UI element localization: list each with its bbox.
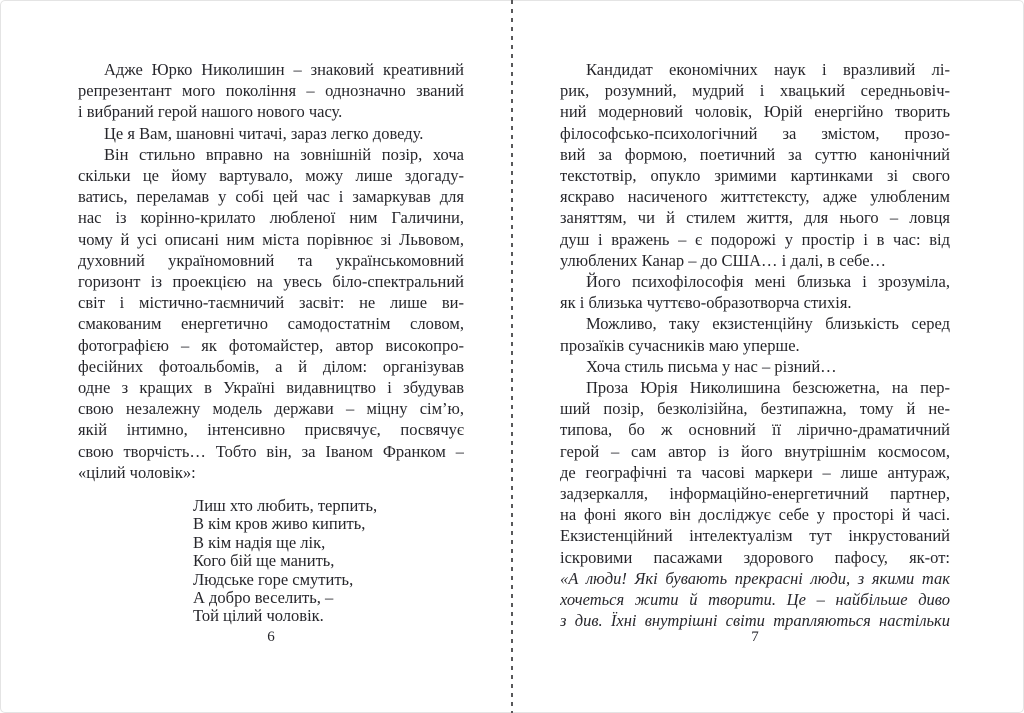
text-line: іскровими пасажами здорового пафосу, як-от: — [560, 547, 950, 567]
right-page-text — [560, 59, 950, 631]
text-line: нас із корінно-крилато любленої ним Галичини, — [78, 208, 464, 228]
text-line: Його психофілософія мені близька і зрозуміла, — [586, 272, 950, 292]
text-line: де географічні та часові маркери – лише антураж, — [560, 462, 950, 482]
text-line: і вибраний герой нашого нового часу. — [78, 102, 343, 122]
left-page-number: 6 — [267, 629, 275, 645]
text-line: скільки це йому вартувало, можу лише здогаду- — [78, 166, 464, 186]
text-line: «А люди! Які бувають прекрасні люди, з якими так — [560, 568, 950, 588]
text-line: типова, бо ж основний її лірично-драматичний — [560, 420, 950, 440]
text-line: якій інтимно, інтенсивно присвячує, посвячує — [78, 420, 464, 440]
text-line: Хоча стиль письма у нас – різний… — [586, 356, 837, 376]
text-line: ватись, переламав у собі цей час і замаркував для — [78, 187, 464, 207]
text-line: одне з кращих в Україні видавництво і збудував — [78, 378, 464, 398]
left-page-text — [78, 59, 464, 483]
text-line: Той цілий чоловік. — [193, 607, 324, 626]
text-line: Він стильно вправно на зовнішній позір, хоча — [104, 144, 464, 164]
text-line: вий за формою, поетичний за суттю канонічний — [560, 144, 950, 164]
text-line: Лиш хто любить, терпить, — [193, 497, 378, 515]
text-line: душ і вражень – є подорожі у простір і в час: від — [560, 229, 950, 249]
text-line: світ і містично-таємничий засвіт: не лише ви- — [78, 293, 464, 313]
text-line: улюблених Канар – до США… і далі, в себе… — [560, 250, 887, 270]
text-line: А добро веселить, – — [193, 589, 334, 608]
text-line: репрезентант мого покоління – однозначно званий — [78, 81, 464, 101]
text-line: на фоні якого він досліджує себе у просторі й часі. — [560, 505, 950, 525]
text-line: Кандидат економічних наук і вразливий лі- — [586, 60, 950, 79]
text-line: В кім надія ще лік, — [193, 533, 326, 552]
text-line: як і близька чуттєво-образотворча стихія. — [560, 293, 852, 313]
text-line: з див. Їхні внутрішні світи трапляються настільки — [560, 611, 950, 631]
page-fold-dashed-divider — [511, 0, 513, 713]
text-line: Адже Юрко Николишин – знаковий креативний — [104, 60, 464, 79]
text-line: свою незалежну модель держави – міцну сім’ю, — [78, 399, 464, 419]
text-line: ший позір, безколізійна, безтипажна, тому й не- — [560, 399, 950, 419]
text-line: герой – сам автор із його внутрішнім космосом, — [560, 441, 950, 461]
text-line: фотографією – як фотомайстер, автор високопро- — [78, 335, 464, 355]
text-line: текстотвір, опукло зримими картинками зі свого — [560, 166, 950, 186]
text-line: філософсько-психологічний за змістом, прозо- — [560, 123, 950, 143]
text-line: Людське горе смутить, — [193, 570, 354, 589]
text-line: «цілий чоловік»: — [78, 462, 196, 482]
text-line: Екзистенційний інтелектуалізм тут інкрустований — [560, 526, 950, 546]
text-line: свою творчість… Тобто він, за Іваном Франком – — [78, 441, 464, 461]
text-line: Кого бій ще манить, — [193, 552, 335, 571]
text-line: В кім кров живо кипить, — [193, 515, 366, 534]
text-line: заняттям, чи й стилем життя, для нього – ловця — [560, 208, 950, 228]
text-line: духовний україномовний та українськомовний — [78, 250, 464, 270]
text-line: ний модерновий чоловік, Юрій енергійно творить — [560, 102, 950, 122]
text-line: яскраво насиченого життєтексту, адже улюбленим — [560, 187, 950, 207]
text-line: задзеркалля, інформаційно-енергетичний партнер, — [560, 484, 950, 504]
text-line: фесійних фотоальбомів, а й ділом: організував — [78, 356, 464, 376]
text-line: Можливо, таку екзистенційну близькість серед — [586, 314, 950, 334]
poem-block — [193, 497, 464, 626]
text-line: Проза Юрія Николишина безсюжетна, на пер- — [586, 378, 950, 398]
text-line: Це я Вам, шановні читачі, зараз легко доведу. — [104, 123, 424, 143]
text-line: смакованим енергетично самодостатнім словом, — [78, 314, 464, 334]
text-line: рик, розумний, мудрий і хвацький середньовіч- — [560, 81, 950, 101]
text-line: прозаїків сучасників маю уперше. — [560, 335, 800, 355]
text-line: горизонт із проекцією на увесь біло-спектральний — [78, 272, 464, 292]
text-line: хочеться жити й творити. Це – найбільше диво — [560, 590, 950, 610]
right-page-number: 7 — [751, 629, 759, 645]
left-page-poem — [78, 483, 464, 626]
text-line: чому й усі описані ним міста порівнює зі Львовом, — [78, 229, 464, 249]
